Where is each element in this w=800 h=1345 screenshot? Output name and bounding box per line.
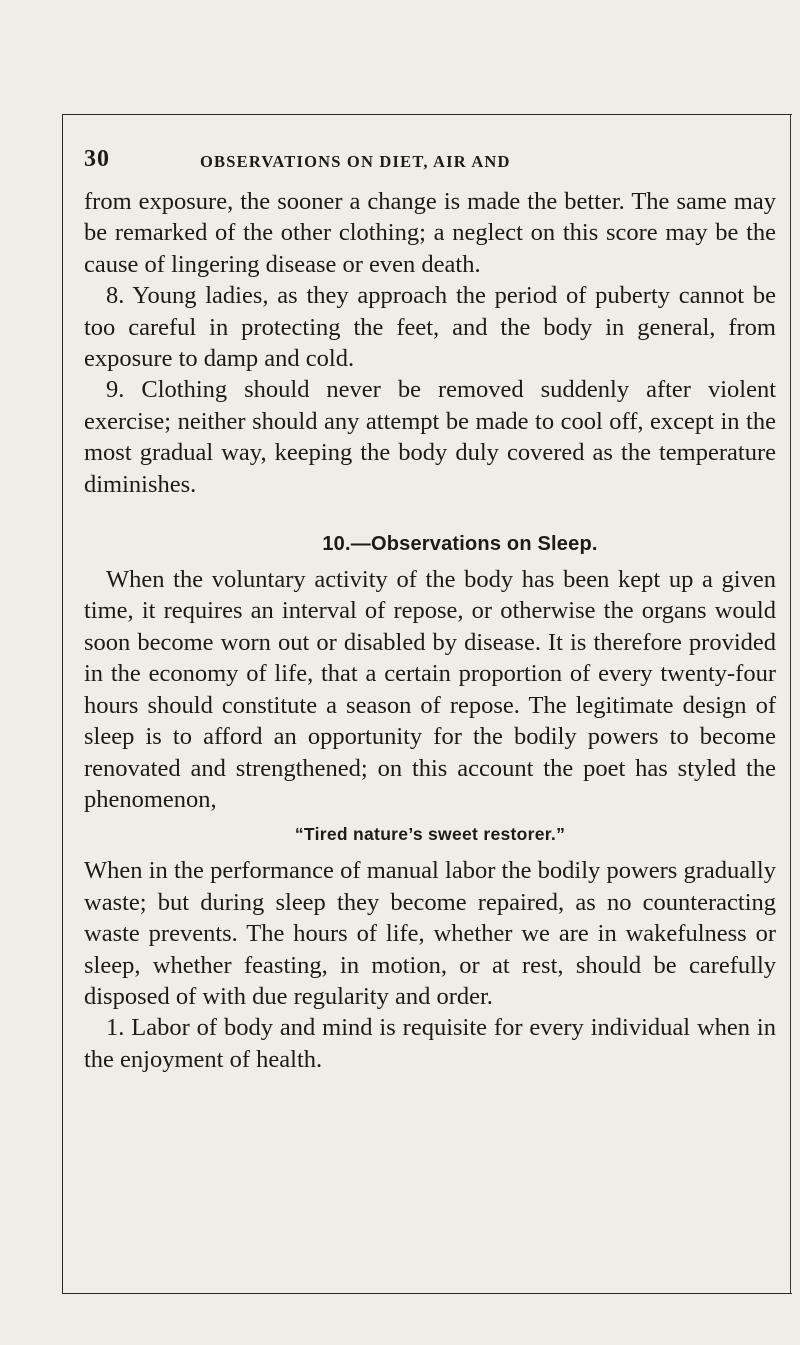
poetic-quote: “Tired nature’s sweet restorer.” bbox=[294, 824, 566, 845]
paragraph-item-9: 9. Clothing should never be removed suddenly after violent exercise; neither should any attempt be made to cool off, except in the most gradual way, keeping the body duly covered as the temperature diminishes. bbox=[84, 376, 776, 498]
frame-top-rule bbox=[62, 114, 792, 115]
section-heading: 10.—Observations on Sleep. bbox=[322, 533, 598, 556]
paragraph-item-8: 8. Young ladies, as they approach the period of puberty cannot be too careful in protecting the feet, and the body in general, from exposure to damp and cold. bbox=[84, 282, 776, 373]
frame-left-rule bbox=[62, 114, 63, 1294]
page-number: 30 bbox=[84, 146, 110, 172]
frame-right-rule bbox=[790, 114, 791, 1294]
body-text bbox=[84, 186, 776, 1075]
frame-bottom-rule bbox=[62, 1293, 792, 1294]
paragraph-continuation: from exposure, the sooner a change is made the better. The same may be remarked of the other clothing; a neglect on this score may be the cause of lingering disease or even death. bbox=[84, 188, 776, 278]
paragraph-item-1: 1. Labor of body and mind is requisite for every individual when in the enjoyment of health. bbox=[84, 1014, 776, 1073]
paragraph-sleep-repair: When in the performance of manual labor the bodily powers gradually waste; but during sleep they become repaired, as no counteracting waste prevents. The hours of life, whether we are in wakefulness or sleep, whether feasting, in motion, or at rest, should be carefully disposed of with due regularity and order. bbox=[84, 857, 776, 1010]
page-header bbox=[84, 146, 774, 174]
paragraph-sleep-intro: When the voluntary activity of the body has been kept up a given time, it requires an interval of repose, or otherwise the organs would soon become worn out or disabled by disease. It is therefore provided in the economy of life, that a certain proportion of every twenty-four hours should constitute a season of repose. The legitimate design of sleep is to afford an opportunity for the bodily powers to become renovated and strengthened; on this account the poet has styled the phenomenon, bbox=[84, 566, 776, 813]
running-title: OBSERVATIONS ON DIET, AIR AND bbox=[200, 152, 511, 171]
